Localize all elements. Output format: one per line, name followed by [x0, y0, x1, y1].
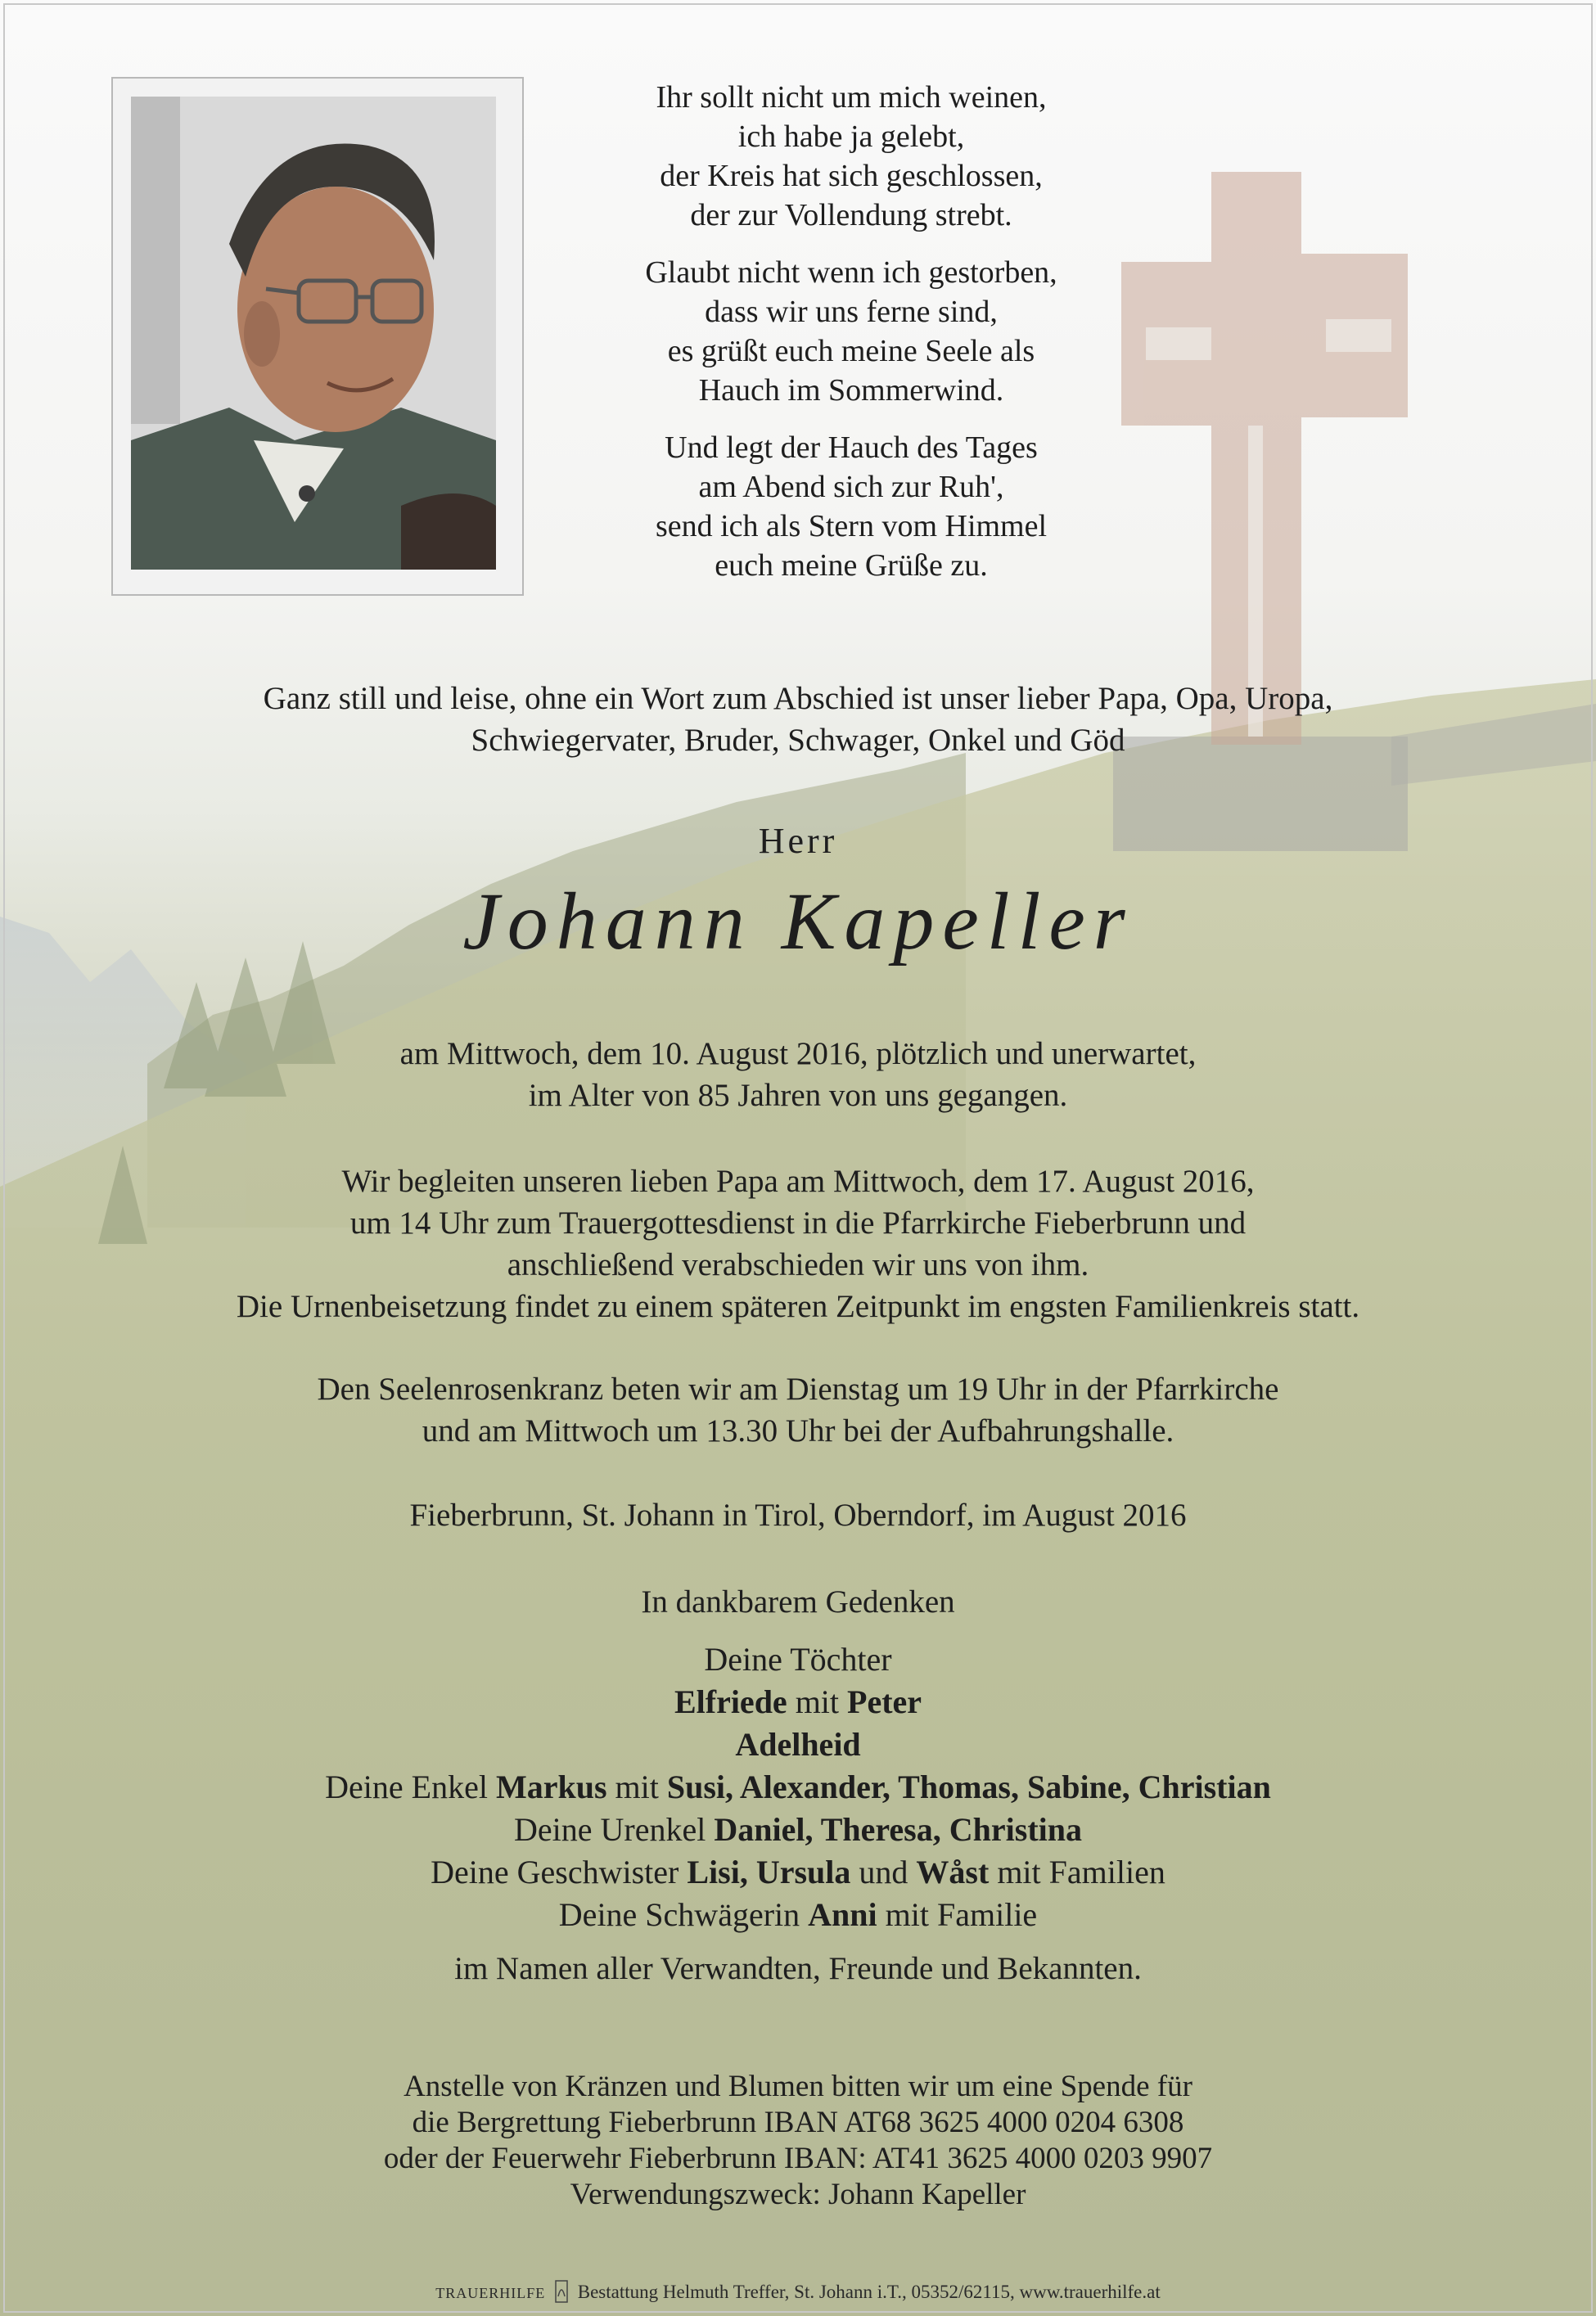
family-connector: und — [850, 1854, 917, 1890]
donation-line: Verwendungszweck: Johann Kapeller — [570, 2178, 1026, 2211]
poem-line: send ich als Stern vom Himmel — [655, 509, 1048, 543]
place-date: Fieberbrunn, St. Johann in Tirol, Oberndorf, im August 2016 — [409, 1498, 1187, 1533]
family-name: Elfriede — [674, 1683, 787, 1720]
on-behalf-line: im Namen aller Verwandten, Freunde und Bekannten. — [454, 1951, 1142, 1986]
poem-line: Und legt der Hauch des Tages — [665, 430, 1038, 465]
family-name: Markus — [495, 1769, 607, 1805]
memorial-poem — [565, 78, 1138, 603]
poem-line: euch meine Grüße zu. — [715, 548, 988, 583]
donation-line: die Bergrettung Fieberbrunn IBAN AT68 3625 4000 0204 6308 — [412, 2106, 1184, 2139]
family-connector: mit Familien — [989, 1854, 1165, 1890]
poem-line: Ihr sollt nicht um mich weinen, — [656, 80, 1047, 115]
family-name: Lisi, Ursula — [687, 1854, 851, 1890]
family-label: Deine Enkel — [325, 1769, 496, 1805]
family-name: Susi, Alexander, Thomas, Sabine, Christian — [666, 1769, 1271, 1805]
rosary-line: Den Seelenrosenkranz beten wir am Dienstag um 19 Uhr in der Pfarrkirche — [317, 1372, 1279, 1407]
family-name: Daniel, Theresa, Christina — [714, 1811, 1082, 1848]
rosary-line: und am Mittwoch um 13.30 Uhr bei der Aufbahrungshalle. — [422, 1413, 1174, 1449]
poem-line: Glaubt nicht wenn ich gestorben, — [645, 255, 1057, 290]
poem-line: Hauch im Sommerwind. — [698, 373, 1004, 408]
death-notice — [0, 1033, 1596, 1116]
death-line: im Alter von 85 Jahren von uns gegangen. — [528, 1078, 1068, 1113]
poem-line: ich habe ja gelebt, — [737, 119, 965, 154]
poem-line: der zur Vollendung strebt. — [690, 198, 1012, 232]
footer — [0, 2280, 1596, 2303]
service-line: um 14 Uhr zum Trauergottesdienst in die Pfarrkirche Fieberbrunn und — [349, 1205, 1247, 1241]
service-line: Wir begleiten unseren lieben Papa am Mittwoch, dem 17. August 2016, — [341, 1164, 1255, 1199]
service-line: Die Urnenbeisetzung findet zu einem späteren Zeitpunkt im engsten Familienkreis statt. — [236, 1289, 1360, 1324]
poem-line: am Abend sich zur Ruh', — [698, 470, 1004, 504]
daughters-label: Deine Töchter — [704, 1641, 892, 1678]
family-name: Adelheid — [735, 1726, 861, 1763]
siblings-line — [0, 1851, 1596, 1894]
family-name: Wåst — [916, 1854, 990, 1890]
donation-request — [0, 2069, 1596, 2213]
footer-text: Bestattung Helmuth Treffer, St. Johann i.T., 05352/62115, www.trauerhilfe.at — [577, 2282, 1161, 2302]
family-connector: mit — [787, 1683, 848, 1720]
intro-line: Ganz still und leise, ohne ein Wort zum Abschied ist unser lieber Papa, Opa, Uropa, — [263, 681, 1333, 716]
intro-line: Schwiegervater, Bruder, Schwager, Onkel und Göd — [471, 723, 1125, 758]
portrait-photo — [131, 97, 496, 570]
family-label: Deine Geschwister — [431, 1854, 688, 1890]
footer-brand: TRAUERHILFE — [435, 2285, 546, 2301]
poem-stanza — [565, 428, 1138, 585]
family-label: Deine Urenkel — [513, 1811, 715, 1848]
grandchildren-line — [0, 1766, 1596, 1809]
poem-line: der Kreis hat sich geschlossen, — [660, 159, 1043, 193]
family-name: Peter — [847, 1683, 922, 1720]
cross-tower — [1121, 172, 1408, 745]
rosary-info — [0, 1368, 1596, 1452]
deceased-name: Johann Kapeller — [462, 876, 1134, 967]
gedenken-heading: In dankbarem Gedenken — [641, 1584, 955, 1620]
trauerhilfe-logo-icon — [555, 2280, 568, 2303]
family-name: Anni — [808, 1896, 877, 1933]
poem-stanza — [565, 253, 1138, 410]
daughters-line-1 — [0, 1681, 1596, 1723]
service-line: anschließend verabschieden wir uns von ihm. — [507, 1247, 1089, 1282]
family-list — [0, 1638, 1596, 1936]
death-line: am Mittwoch, dem 10. August 2016, plötzlich und unerwartet, — [399, 1036, 1197, 1071]
poem-line: es grüßt euch meine Seele als — [667, 334, 1035, 368]
poem-stanza — [565, 78, 1138, 235]
salutation: Herr — [758, 821, 838, 861]
service-info — [0, 1160, 1596, 1327]
family-connector: mit — [606, 1769, 667, 1805]
donation-line: Anstelle von Kränzen und Blumen bitten wir um eine Spende für — [404, 2070, 1192, 2103]
intro-text — [0, 678, 1596, 761]
family-label: Deine Schwägerin — [558, 1896, 809, 1933]
donation-line: oder der Feuerwehr Fieberbrunn IBAN: AT41 3625 4000 0203 9907 — [383, 2142, 1213, 2175]
great-grandchildren-line — [0, 1809, 1596, 1851]
poem-line: dass wir uns ferne sind, — [705, 295, 998, 329]
sister-in-law-line — [0, 1894, 1596, 1936]
family-connector: mit Familie — [877, 1896, 1038, 1933]
